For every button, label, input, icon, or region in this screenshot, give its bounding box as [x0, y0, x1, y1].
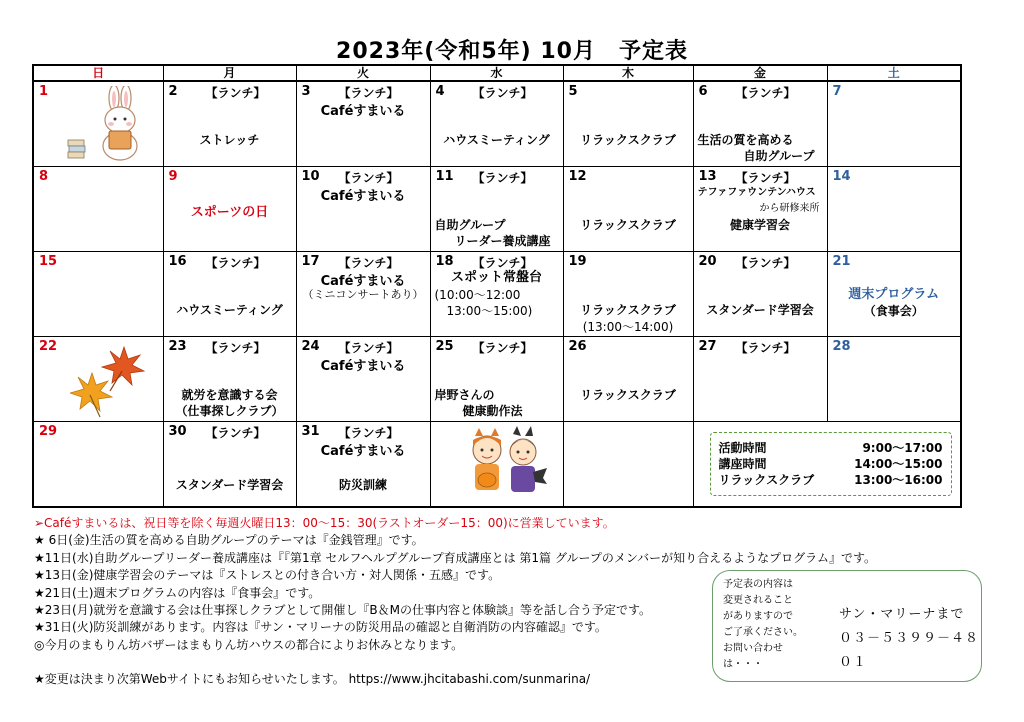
lunch-label: 【ランチ】 — [338, 256, 399, 270]
day-cell — [430, 81, 563, 167]
cafe-label: Caféすまいる — [320, 189, 406, 204]
event-relax-club: リラックスクラブ — [580, 133, 676, 147]
day-cell — [163, 167, 296, 252]
event-kishino-line2: 健康動作法 — [462, 404, 523, 418]
day-cell — [693, 252, 827, 337]
day-number: 11 — [435, 169, 454, 184]
event-spot-time1: (10:00～12:00 — [434, 288, 521, 302]
weekday-sun: 日 — [33, 65, 163, 81]
day-cell — [827, 81, 961, 167]
day-number: 12 — [568, 169, 587, 184]
holiday-sports-day: スポーツの日 — [190, 205, 269, 220]
note-item: ★21日(土)週末プログラムの内容は『食事会』です。 — [34, 585, 321, 600]
lunch-label: 【ランチ】 — [205, 341, 266, 355]
event-tefa-line2: から研修来所 — [759, 203, 820, 214]
day-cell — [693, 81, 827, 167]
autumn-leaves-illustration — [70, 343, 150, 419]
contact-line: 変更されること — [723, 595, 793, 606]
day-cell — [33, 81, 163, 167]
event-weekend-meal: （食事会） — [863, 304, 924, 318]
contact-line: がありますので — [723, 611, 793, 622]
lunch-label: 【ランチ】 — [472, 341, 533, 355]
day-cell — [163, 252, 296, 337]
day-cell — [163, 81, 296, 167]
lunch-label: 【ランチ】 — [472, 86, 533, 100]
day-cell — [33, 337, 163, 422]
hours-label: 講座時間 — [718, 457, 767, 471]
hours-value: 9:00～17:00 — [862, 441, 943, 455]
event-spot-time2: 13:00～15:00) — [446, 304, 533, 318]
day-cell — [296, 252, 430, 337]
day-number: 9 — [168, 169, 178, 184]
note-cafe: ➢Caféすまいるは、祝日等を除く毎週火曜日13：00～15：30(ラストオーダー15：00)に営業しています。 — [34, 516, 615, 530]
cafe-label: Caféすまいる — [320, 104, 406, 119]
note-item: ◎今月のまもりん坊バザーはまもりん坊ハウスの都合によりお休みとなります。 — [34, 637, 464, 652]
day-cell — [563, 81, 693, 167]
lunch-label: 【ランチ】 — [338, 426, 399, 440]
weekday-tue: 火 — [296, 65, 430, 81]
day-number: 26 — [568, 339, 587, 354]
halloween-kids-illustration — [461, 426, 551, 506]
day-number: 19 — [568, 254, 587, 269]
event-weekend-program: 週末プログラム — [848, 287, 940, 302]
day-cell — [296, 167, 430, 252]
day-cell — [33, 167, 163, 252]
lunch-label: 【ランチ】 — [338, 171, 399, 185]
day-cell — [430, 422, 563, 508]
event-job-search-club: （仕事探しクラブ） — [175, 404, 284, 418]
hours-box — [710, 432, 952, 496]
contact-name: サン・マリーナまで — [839, 607, 965, 622]
day-cell — [163, 337, 296, 422]
note-item: ★ 6日(金)生活の質を高める自助グループのテーマは『金銭管理』です。 — [34, 533, 424, 548]
day-cell — [430, 167, 563, 252]
lunch-label: 【ランチ】 — [735, 86, 796, 100]
event-relax-club: リラックスクラブ — [580, 218, 676, 232]
day-number: 10 — [301, 169, 320, 184]
contact-phone: ０３－５３９９－４８０１ — [839, 631, 980, 670]
day-number: 4 — [435, 84, 445, 99]
event-spot-tokiwadai: スポット常盤台 — [450, 270, 542, 285]
hours-cell — [693, 422, 961, 508]
cafe-label: Caféすまいる — [320, 274, 406, 289]
event-self-help-line2: 自助グループ — [743, 149, 815, 163]
day-cell — [430, 337, 563, 422]
event-relax-club: リラックスクラブ — [580, 388, 676, 402]
weekday-wed: 水 — [430, 65, 563, 81]
day-number: 24 — [301, 339, 320, 354]
day-number: 28 — [832, 339, 851, 354]
day-cell — [827, 337, 961, 422]
weekday-fri: 金 — [693, 65, 827, 81]
note-item: ★11日(水)自助グループリーダー養成講座は『『第1章 セルフヘルプグループ育成講座とは 第1篇 グループのメンバーが知り合えるようなプログラム』です。 — [34, 550, 876, 565]
page-title: 2023年(令和5年) 10月 予定表 — [336, 39, 688, 64]
day-cell — [296, 422, 430, 508]
lunch-label: 【ランチ】 — [205, 86, 266, 100]
day-number: 5 — [568, 84, 578, 99]
hours-row-course — [719, 455, 943, 472]
event-self-help-line1: 生活の質を高める — [697, 133, 794, 147]
hours-value: 14:00～15:00 — [854, 457, 943, 471]
event-leader-line2: リーダー養成講座 — [454, 234, 551, 248]
day-number: 3 — [301, 84, 311, 99]
day-number: 18 — [435, 254, 454, 269]
day-number: 15 — [39, 254, 58, 269]
contact-disclaimer — [723, 577, 803, 673]
contact-line: は・・・ — [723, 659, 763, 670]
contact-line: ご了承ください。 — [723, 627, 803, 638]
lunch-label: 【ランチ】 — [338, 341, 399, 355]
day-number: 1 — [39, 84, 49, 99]
lunch-label: 【ランチ】 — [735, 171, 796, 185]
hours-value: 13:00～16:00 — [854, 473, 943, 487]
rabbit-reading-illustration — [64, 86, 144, 162]
day-number: 8 — [39, 169, 49, 184]
day-number: 13 — [698, 169, 717, 184]
day-cell — [563, 252, 693, 337]
event-health: 健康学習会 — [729, 218, 790, 232]
day-number: 17 — [301, 254, 320, 269]
day-number: 29 — [39, 424, 58, 439]
calendar — [32, 64, 962, 508]
day-cell — [693, 167, 827, 252]
hours-row-relax — [719, 471, 943, 488]
event-relax-time: (13:00～14:00) — [582, 320, 674, 334]
weekday-sat: 土 — [827, 65, 961, 81]
day-number: 22 — [39, 339, 58, 354]
day-cell — [33, 252, 163, 337]
day-number: 6 — [698, 84, 708, 99]
cafe-label: Caféすまいる — [320, 444, 406, 459]
lunch-label: 【ランチ】 — [205, 426, 266, 440]
event-standard: スタンダード学習会 — [706, 303, 814, 317]
day-number: 16 — [168, 254, 187, 269]
day-cell — [827, 252, 961, 337]
contact-box — [712, 570, 982, 682]
event-standard: スタンダード学習会 — [175, 478, 284, 492]
note-item: ★23日(月)就労を意識する会は仕事探しクラブとして開催し『B＆Mの仕事内容と体験談』等を話し合う予定です。 — [34, 603, 652, 618]
day-cell — [563, 167, 693, 252]
event-kishino-line1: 岸野さんの — [434, 388, 495, 402]
event-tefa-line1: テファファウンテンハウス — [697, 187, 816, 198]
day-cell — [693, 337, 827, 422]
contact-line: お問い合わせ — [723, 643, 783, 654]
lunch-label: 【ランチ】 — [472, 256, 533, 270]
hours-label: リラックスクラブ — [718, 473, 815, 487]
day-cell — [296, 81, 430, 167]
weekday-thu: 木 — [563, 65, 693, 81]
event-leader-line1: 自助グループ — [434, 218, 506, 232]
contact-line: 予定表の内容は — [723, 579, 793, 590]
lunch-label: 【ランチ】 — [338, 86, 399, 100]
note-website: ★変更は決まり次第Webサイトにもお知らせいたします。 https://www.jhcitabashi.com/sunmarina/ — [34, 672, 591, 687]
event-stretch: ストレッチ — [199, 133, 260, 147]
day-number: 30 — [168, 424, 187, 439]
note-item: ★31日(火)防災訓練があります。内容は『サン・マリーナの防災用品の確認と自衛消防の内容確認』です。 — [34, 620, 607, 635]
day-number: 23 — [168, 339, 187, 354]
day-number: 2 — [168, 84, 178, 99]
day-cell — [296, 337, 430, 422]
day-cell — [430, 252, 563, 337]
day-cell — [163, 422, 296, 508]
lunch-label: 【ランチ】 — [205, 256, 266, 270]
lunch-label: 【ランチ】 — [735, 256, 796, 270]
day-number: 27 — [698, 339, 717, 354]
day-cell — [563, 337, 693, 422]
day-cell — [563, 422, 693, 508]
event-house-meeting: ハウスミーティング — [443, 133, 550, 147]
day-number: 21 — [832, 254, 851, 269]
cafe-label: Caféすまいる — [320, 359, 406, 374]
day-number: 31 — [301, 424, 320, 439]
event-relax-club: リラックスクラブ — [580, 303, 676, 317]
contact-info — [839, 603, 981, 675]
weekday-mon: 月 — [163, 65, 296, 81]
event-disaster-drill: 防災訓練 — [338, 478, 387, 492]
event-work-awareness: 就労を意識する会 — [181, 388, 278, 402]
day-cell — [33, 422, 163, 508]
hours-label: 活動時間 — [718, 441, 767, 455]
day-number: 7 — [832, 84, 842, 99]
day-cell — [827, 167, 961, 252]
event-house-meeting: ハウスミーティング — [176, 303, 283, 317]
hours-row-activity — [719, 439, 943, 456]
note-item: ★13日(金)健康学習会のテーマは『ストレスとの付き合い方・対人関係・五感』です。 — [34, 568, 501, 583]
day-number: 25 — [435, 339, 454, 354]
lunch-label: 【ランチ】 — [472, 171, 533, 185]
lunch-label: 【ランチ】 — [735, 341, 796, 355]
day-number: 14 — [832, 169, 851, 184]
day-number: 20 — [698, 254, 717, 269]
event-mini-concert: （ミニコンサートあり） — [302, 288, 424, 301]
